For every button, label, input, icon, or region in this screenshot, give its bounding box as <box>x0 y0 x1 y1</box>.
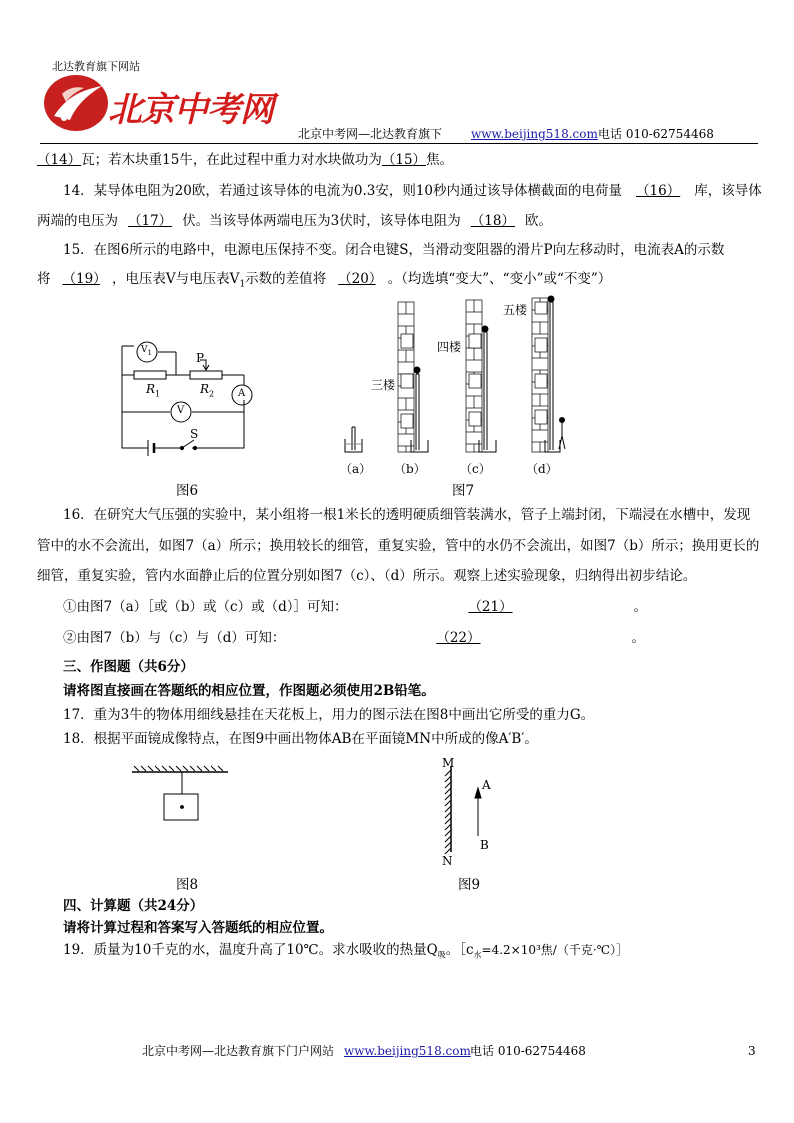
q16-sub1 <box>63 598 647 616</box>
q14-text1: 14．某导体电阻为20欧，若通过该导体的电流为0.3安，则10秒内通过该导体横截面的电荷量 <box>63 183 623 199</box>
q14-text3: 两端的电压为 <box>37 213 118 229</box>
q15-line2 <box>37 270 611 294</box>
q16-s2-end: 。 <box>631 630 645 646</box>
header-subtitle: 北达教育旗下网站 <box>52 60 140 73</box>
fig9-a-label: A <box>482 778 491 792</box>
footer-phone: 电话 010-62754468 <box>470 1044 586 1058</box>
blank-14: （14） <box>37 152 82 168</box>
q19-csub: 水 <box>473 950 482 960</box>
blank-18: （18） <box>470 213 515 229</box>
blank-20: （20） <box>338 271 376 287</box>
section-3-instructions: 请将图直接画在答题纸的相应位置，作图题必须使用2B铅笔。 <box>63 683 435 699</box>
q16-line2: 管中的水不会流出，如图7（a）所示；换用较长的细管，重复实验，管中的水仍不会流出，如图7（b）所示；换用更长的 <box>37 538 760 554</box>
header-url-link[interactable]: www.beijing518.com <box>471 127 598 141</box>
logo-text: 北京中考网 <box>108 90 273 130</box>
q19-main: 19．质量为10千克的水，温度升高了10℃。求水吸收的热量Q <box>63 942 438 958</box>
section-4-title: 四、计算题（共24分） <box>63 898 204 914</box>
q14-text2: 库，该导体 <box>694 183 762 199</box>
figure-7-tubes <box>340 294 575 476</box>
section-3-title: 三、作图题（共6分） <box>63 659 194 675</box>
q16-sub2 <box>63 629 645 647</box>
fig7-floor3-label: 三楼 <box>371 378 396 392</box>
fig7-label-b: （b） <box>394 462 426 476</box>
fig6-a-label: A <box>238 388 246 399</box>
blank-16: （16） <box>636 183 681 199</box>
figure-8-hanging-block <box>130 764 230 824</box>
figure-8-caption: 图8 <box>176 877 199 893</box>
fig6-r1-label: $R_1$ <box>146 382 161 399</box>
footer-url-link[interactable]: www.beijing518.com <box>344 1044 471 1058</box>
q15-text4: 示数的差值将 <box>245 271 327 287</box>
figure-6-caption: 图6 <box>176 483 199 499</box>
fig7-label-a: （a） <box>340 462 372 476</box>
fig7-floor5-label: 五楼 <box>503 303 528 317</box>
q19-end: =4.2×10³焦/（千克·℃）］ <box>481 943 629 957</box>
fig6-v1-label: $V_1$ <box>141 345 152 357</box>
fig9-n-label: N <box>442 854 453 868</box>
header-rule <box>40 143 758 144</box>
fig7-label-d: （d） <box>526 462 558 476</box>
q15-sub: 1 <box>239 279 246 290</box>
q18-text: 18．根据平面镜成像特点，在图9中画出物体AB在平面镜MN中所成的像A′B′。 <box>63 731 538 747</box>
blank-21: （21） <box>468 599 513 615</box>
q14-line1 <box>63 182 762 200</box>
figure-9-mirror <box>436 756 496 868</box>
header-phone: 电话 010-62754468 <box>598 127 714 141</box>
figure-9-caption: 图9 <box>458 877 481 893</box>
q13-text: 瓦；若木块重15牛，在此过程中重力对水块做功为 <box>81 152 382 168</box>
q19-text <box>63 941 628 965</box>
q13-end: 焦。 <box>426 152 454 168</box>
blank-19: （19） <box>62 271 100 287</box>
fig6-s-label: S <box>190 427 199 441</box>
logo-emblem <box>40 72 112 134</box>
blank-15: （15） <box>381 152 427 168</box>
q16-line1: 16．在研究大气压强的实验中，某小组将一根1米长的透明硬质细管装满水，管子上端封闭，下端浸在水槽中，发现 <box>63 507 751 523</box>
q19-sub: 吸 <box>437 950 446 960</box>
fig6-p-label: P <box>196 351 205 365</box>
fig9-b-label: B <box>480 838 489 852</box>
blank-17: （17） <box>128 213 173 229</box>
q14-text5: 欧。 <box>524 213 552 229</box>
header-site: 北京中考网—北达教育旗下 <box>298 127 443 141</box>
fig6-v-label: V <box>177 405 185 416</box>
q15-text2: 将 <box>37 271 51 287</box>
q17-text: 17．重为3牛的物体用细线悬挂在天花板上，用力的图示法在图8中画出它所受的重力G。 <box>63 707 595 723</box>
q16-s1-text: ①由图7（a）［或（b）或（c）或（d）］可知： <box>63 599 348 615</box>
blank-22: （22） <box>436 630 481 646</box>
figure-6-circuit <box>118 330 263 460</box>
q14-text4: 伏。当该导体两端电压为3伏时，该导体电阻为 <box>182 213 461 229</box>
section-4-instructions: 请将计算过程和答案写入答题纸的相应位置。 <box>63 920 333 936</box>
fig9-m-label: M <box>442 756 455 770</box>
fig7-label-c: （c） <box>460 462 491 476</box>
q14-line2 <box>37 212 552 230</box>
fig6-r2-label: $R_2$ <box>200 382 215 399</box>
fig7-floor4-label: 四楼 <box>437 340 462 354</box>
q15-line1: 15．在图6所示的电路中，电源电压保持不变。闭合电键S，当滑动变阻器的滑片P向左移动时，电流表A的示数 <box>63 242 725 258</box>
q16-s1-end: 。 <box>633 599 647 615</box>
page-number: 3 <box>748 1044 756 1058</box>
q15-text5: 。（均选填“变大”、“变小”或“不变”） <box>387 271 612 287</box>
q13-tail <box>37 151 453 169</box>
q15-text3: ，电压表V与电压表V <box>111 271 240 287</box>
q19-c: 。［c <box>445 942 474 958</box>
q16-s2-text: ②由图7（b）与（c）与（d）可知： <box>63 630 286 646</box>
footer-site: 北京中考网—北达教育旗下门户网站 <box>142 1044 335 1058</box>
q16-line3: 细管，重复实验，管内水面静止后的位置分别如图7（c）、（d）所示。观察上述实验现象，归纳得出初步结论。 <box>37 568 697 584</box>
figure-7-caption: 图7 <box>452 483 475 499</box>
